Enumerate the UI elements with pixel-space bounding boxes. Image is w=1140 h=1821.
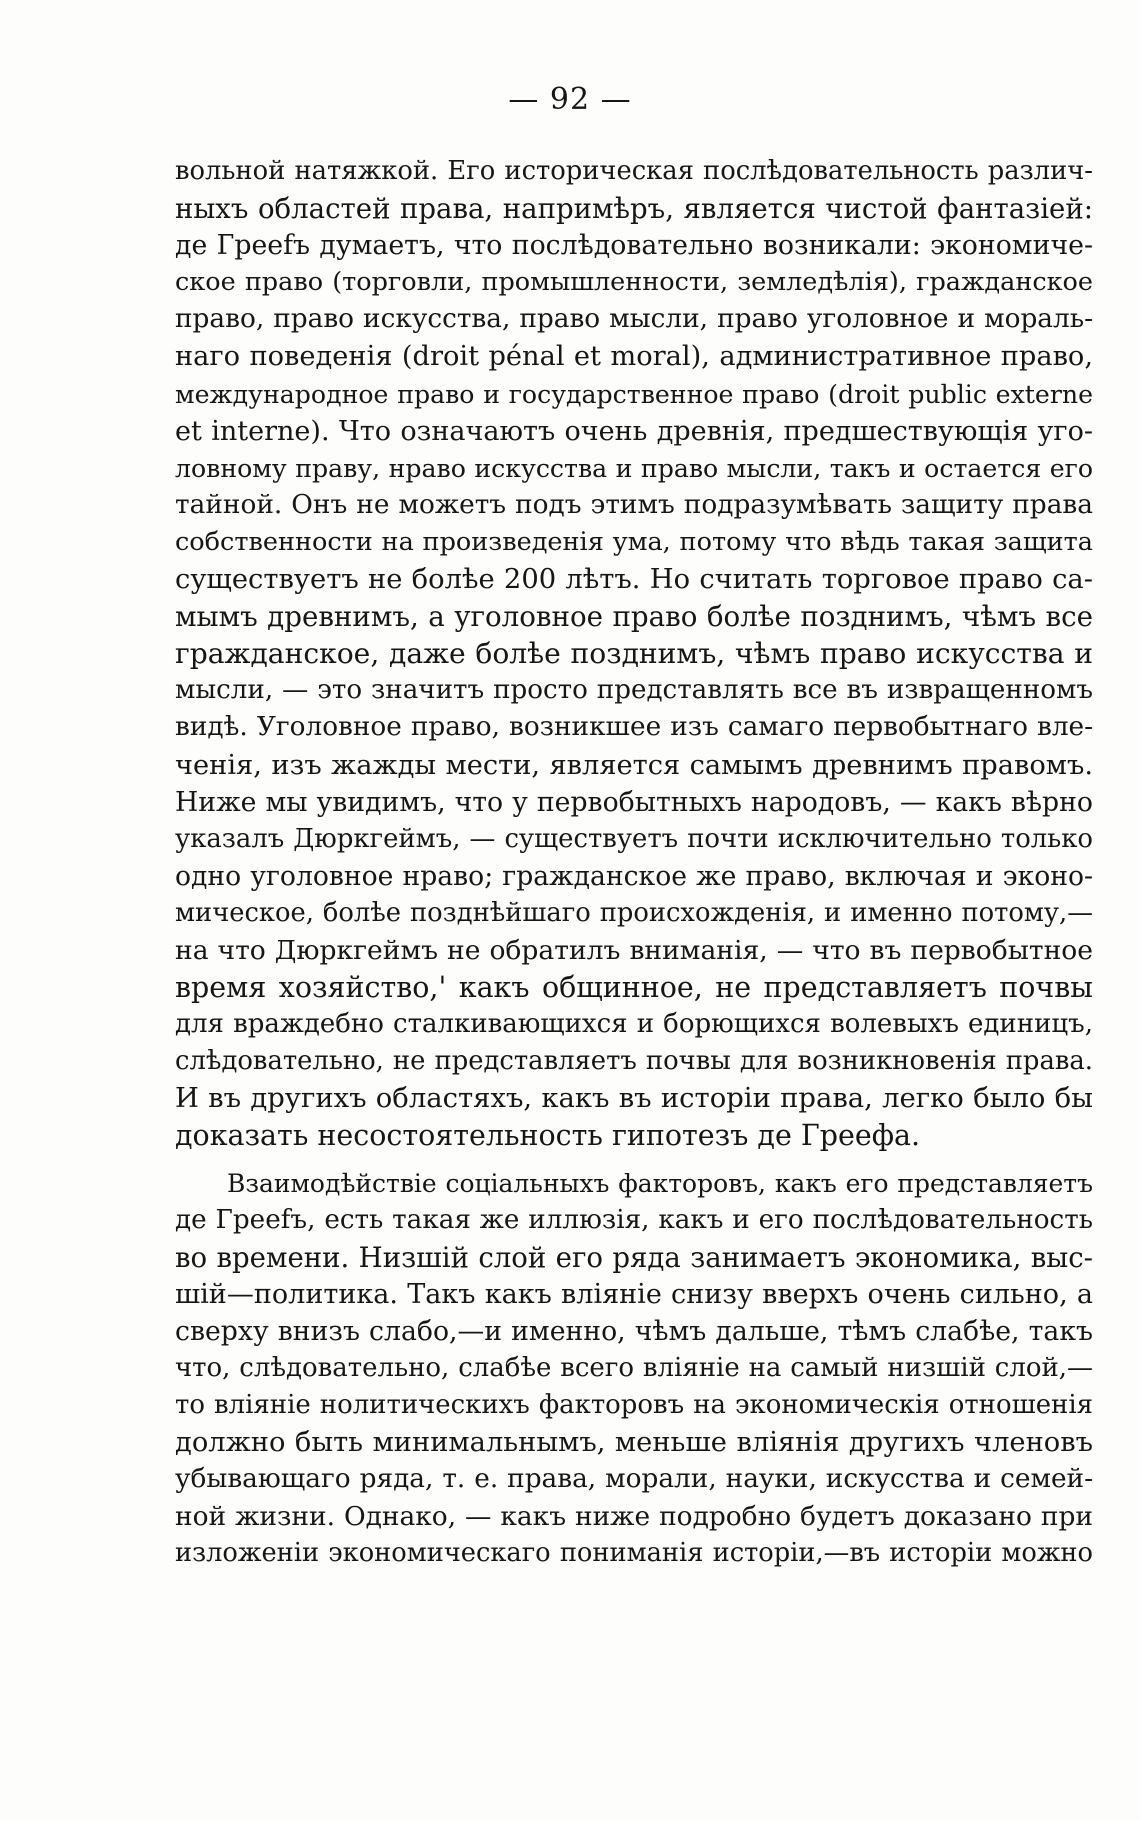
text-line: видѣ. Уголовное право, возникшее изъ самаго первобытнаго вле- <box>175 712 1093 743</box>
text-line: для враждебно сталкивающихся и борющихся волевыхъ единицъ, <box>175 1009 1093 1040</box>
text-line: шій—политика. Такъ какъ вліяніе снизу вверхъ очень сильно, а <box>175 1278 1093 1310</box>
text-line: доказать несостоятельность гипотезъ де Греефа. <box>175 1119 921 1153</box>
text-line: де Грееfъ думаетъ, что послѣдовательно возникали: экономиче- <box>175 230 1093 262</box>
text-line: международное право и государственное право (droit public externe <box>175 379 1093 409</box>
text-line: на что Дюркгеймъ не обратилъ вниманія, — что въ первобытное <box>175 934 1093 966</box>
text-line: что, слѣдовательно, слабѣе всего вліяніе на самый низшій слой,— <box>175 1353 1093 1383</box>
text-line: Взаимодѣйствіе соціальныхъ факторовъ, какъ его представляетъ <box>227 1168 1093 1198</box>
paragraph-1 <box>175 153 1093 1155</box>
text-line: ной жизни. Однако, — какъ ниже подробно будетъ доказано при <box>175 1501 1093 1533</box>
text-line: мысли, — это значитъ просто представлять все въ извращенномъ <box>175 675 1093 706</box>
text-line: слѣдовательно, не представляетъ почвы для возникновенія права. <box>175 1046 1093 1077</box>
text-line: вольной натяжкой. Его историческая послѣдовательность различ- <box>175 156 1093 186</box>
text-line: во времени. Низшій слой его ряда занимаетъ экономика, выс- <box>175 1240 1093 1274</box>
page-number: — 92 — <box>508 82 632 117</box>
text-line: время хозяйство,' какъ общинное, не представляетъ почвы <box>175 971 1093 1005</box>
text-line: одно уголовное нраво; гражданское же право, включая и эконо- <box>175 860 1093 892</box>
text-line: ловному праву, нраво искусства и право мысли, такъ и остается его <box>175 453 1093 483</box>
text-line: наго поведенія (droit pénal et moral), административное право, <box>175 341 1093 373</box>
text-line: ченія, изъ жажды мести, является самымъ древнимъ правомъ. <box>175 749 1093 781</box>
text-line: право, право искусства, право мысли, право уголовное и мораль- <box>175 304 1093 335</box>
text-line: ныхъ областей права, напримѣръ, является чистой фантазіей: <box>175 192 1093 226</box>
text-line: ское право (торговли, промышленности, земледѣлія), гражданское <box>175 267 1093 298</box>
text-line: мымъ древнимъ, а уголовное право болѣе позднимъ, чѣмъ все <box>175 600 1093 634</box>
text-line: мическое, болѣе позднѣйшаго происхожденія, и именно потому,— <box>175 897 1093 928</box>
text-line: должно быть минимальнымъ, меньше вліянія другихъ членовъ <box>175 1427 1093 1459</box>
text-line: изложеніи экономическаго пониманія исторіи,—въ исторіи можно <box>175 1538 1093 1569</box>
paragraph-gap <box>175 1155 1093 1165</box>
text-line: собственности на произведенія ума, потому что вѣдь такая защита <box>175 526 1093 557</box>
text-line: тайной. Онъ не можетъ подъ этимъ подразумѣвать защиту права <box>175 489 1093 520</box>
text-line: гражданское, даже болѣе позднимъ, чѣмъ право искусства и <box>175 637 1093 671</box>
text-line: убывающаго ряда, т. е. права, морали, науки, искусства и семей- <box>175 1464 1093 1495</box>
text-line: сверху внизъ слабо,—и именно, чѣмъ дальше, тѣмъ слабѣе, такъ <box>175 1315 1093 1347</box>
paragraph-2 <box>175 1165 1093 1573</box>
text-line: указалъ Дюркгеймъ, — существуетъ почти исключительно только <box>175 823 1093 854</box>
text-line: де Грееfъ, есть такая же иллюзія, какъ и его послѣдовательность <box>175 1204 1093 1235</box>
text-line: et interne). Что означаютъ очень древнія, предшествующія уго- <box>175 415 1093 447</box>
text-line: существуетъ не болѣе 200 лѣтъ. Но считать торговое право са- <box>175 564 1093 596</box>
body-text <box>175 153 1093 1573</box>
text-line: Ниже мы увидимъ, что у первобытныхъ народовъ, — какъ вѣрно <box>175 786 1093 818</box>
text-line: то вліяніе нолитическихъ факторовъ на экономическія отношенія <box>175 1390 1093 1421</box>
text-line: И въ другихъ областяхъ, какъ въ исторіи права, легко было бы <box>175 1083 1093 1115</box>
